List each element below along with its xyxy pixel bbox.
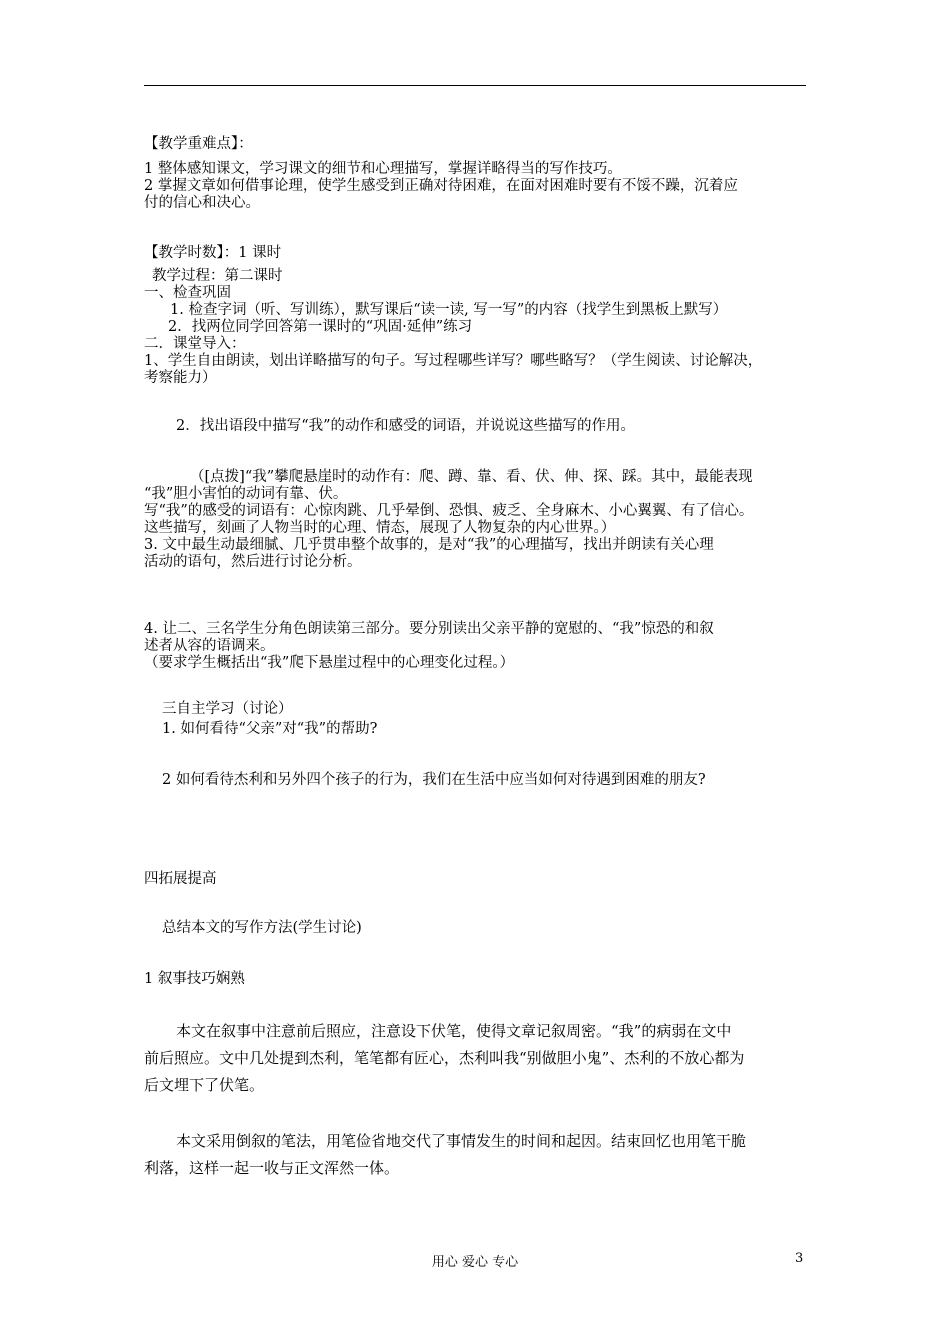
- para2-line-1: 本文采用倒叙的笔法，用笔俭省地交代了事情发生的时间和起因。结束回忆也用笔干脆: [176, 1132, 747, 1150]
- page-number: 3: [795, 1251, 804, 1266]
- tip-line-3: 写“我”的感受的词语有：心惊肉跳、几乎晕倒、恐惧、疲乏、全身麻木、小心翼翼、有了信心。: [144, 503, 754, 519]
- part4-summary: 总结本文的写作方法(学生讨论): [162, 920, 362, 936]
- part1-item-1: 1. 检查字词（听、写训练），默写课后“读一读, 写一写”的内容（找学生到黑板上默写）: [170, 302, 728, 318]
- keypoints-item-2-line-1: 2 掌握文章如何借事论理，使学生感受到正确对待困难，在面对困难时要有不馁不躁，沉着应: [144, 178, 738, 194]
- part2-title: 二．课堂导入：: [144, 336, 246, 352]
- part2-q3-line-1: 3. 文中最生动最细腻、几乎贯串整个故事的，是对“我”的心理描写，找出并朗读有关心理: [144, 537, 714, 553]
- process-title: 教学过程：第二课时: [152, 268, 283, 284]
- tip-line-1: （[点拨]“我”攀爬悬崖时的动作有：爬、蹲、靠、看、伏、伸、探、踩。其中，最能表现: [190, 469, 753, 485]
- part3-title: 三自主学习（讨论）: [162, 701, 293, 717]
- part2-q4-line-3: （要求学生概括出“我”爬下悬崖过程中的心理变化过程。）: [144, 655, 515, 671]
- part2-q4-line-1: 4. 让二、三名学生分角色朗读第三部分。要分别读出父亲平静的宽慰的、“我”惊恐的和叙: [144, 621, 714, 637]
- part4-title: 四拓展提高: [144, 871, 217, 887]
- para1-line-1: 本文在叙事中注意前后照应，注意设下伏笔，使得文章记叙周密。“我”的病弱在文中: [176, 1022, 732, 1040]
- part2-q1-line-2: 考察能力）: [144, 370, 217, 386]
- footer-motto: 用心 爱心 专心: [431, 1255, 519, 1270]
- part3-q1: 1. 如何看待“父亲”对“我”的帮助?: [162, 721, 378, 737]
- para1-line-3: 后文埋下了伏笔。: [144, 1076, 265, 1094]
- part2-q1-line-1: 1、学生自由朗读，划出详略描写的句子。写过程哪些详写？哪些略写？（学生阅读、讨论解决，: [144, 353, 763, 369]
- part2-q2: 2．找出语段中描写“我”的动作和感受的词语，并说说这些描写的作用。: [176, 418, 636, 434]
- part2-q4-line-2: 述者从容的语调来。: [144, 638, 275, 654]
- tip-line-4: 这些描写，刻画了人物当时的心理、情态，展现了人物复杂的内心世界。）: [144, 520, 616, 536]
- keypoints-heading: 【教学重难点】：: [144, 136, 253, 152]
- header-rule: [144, 85, 806, 86]
- part4-subheading-1: 1 叙事技巧娴熟: [144, 971, 245, 987]
- part3-q2: 2 如何看待杰利和另外四个孩子的行为，我们在生活中应当如何对待遇到困难的朋友?: [162, 772, 706, 788]
- keypoints-item-2-line-2: 付的信心和决心。: [144, 195, 260, 211]
- tip-line-2: “我”胆小害怕的动词有靠、伏。: [144, 486, 348, 502]
- part1-title: 一、检查巩固: [144, 285, 231, 301]
- para1-line-2: 前后照应。文中几处提到杰利，笔笔都有匠心，杰利叫我“别做胆小鬼”、杰利的不放心都为: [144, 1049, 745, 1067]
- part1-item-2: 2．找两位同学回答第一课时的“巩固·延伸”练习: [168, 319, 473, 335]
- time-heading: 【教学时数】：1 课时: [144, 245, 282, 261]
- para2-line-2: 利落，这样一起一收与正文浑然一体。: [144, 1159, 400, 1177]
- keypoints-item-1: 1 整体感知课文，学习课文的细节和心理描写，掌握详略得当的写作技巧。: [144, 161, 622, 177]
- part2-q3-line-2: 活动的语句，然后进行讨论分析。: [144, 554, 362, 570]
